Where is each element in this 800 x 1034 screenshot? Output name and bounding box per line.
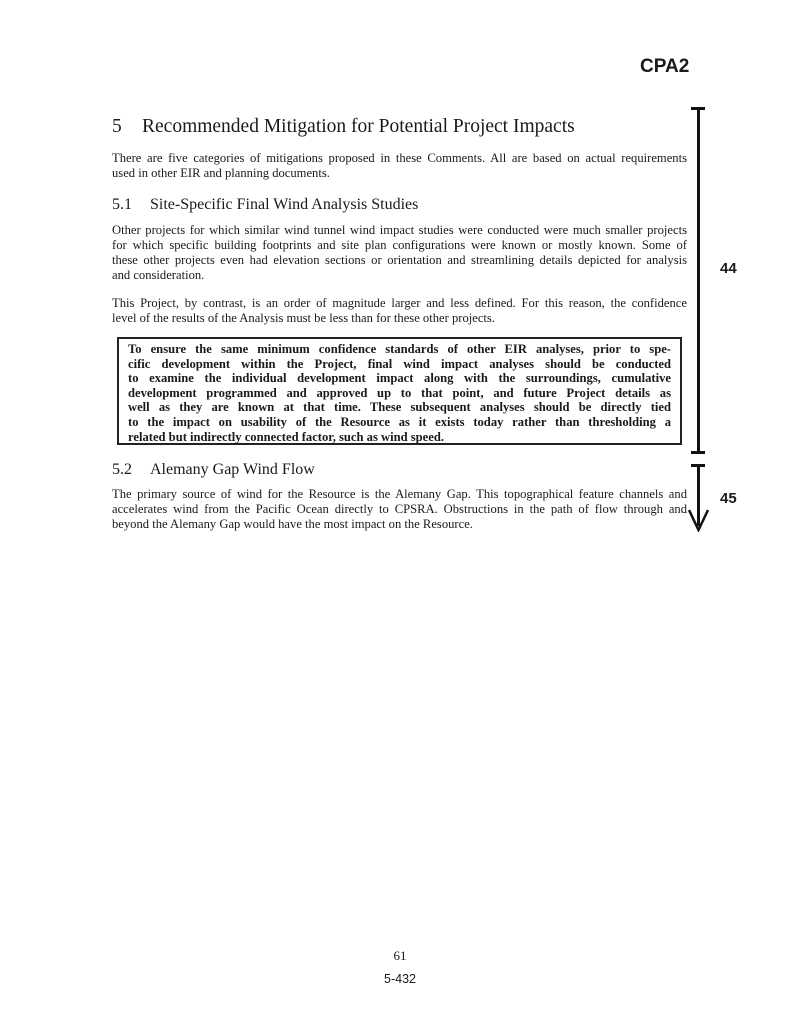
bracket-bottom-cap: [691, 451, 705, 454]
text-line: well as they are known at that time. These subsequent analyses should be directly tied: [128, 400, 671, 415]
text-line: The primary source of wind for the Resource is the Alemany Gap. This topographical feature channels and: [112, 487, 687, 501]
section-title: Alemany Gap Wind Flow: [150, 461, 315, 478]
text-line: This Project, by contrast, is an order of magnitude larger and less defined. For this reason, the confidence: [112, 296, 687, 310]
document-page-number: 5-432: [384, 972, 416, 986]
section-5-1-heading: [112, 196, 418, 214]
text-line: related but indirectly connected factor, such as wind speed.: [128, 429, 445, 444]
section-5-2-paragraph: [112, 487, 687, 532]
section-number: 5: [112, 116, 122, 137]
text-line: To ensure the same minimum confidence standards of other EIR analyses, prior to spe-: [128, 342, 671, 356]
text-line: for which specific building footprints and site plan configurations were known or mostly known. Some of: [112, 238, 687, 252]
text-line: Other projects for which similar wind tunnel wind impact studies were conducted were much smaller projects: [112, 223, 687, 237]
section-5-heading: [112, 116, 692, 138]
comment-marker-45: 45: [720, 490, 737, 507]
section-5-intro: [112, 151, 687, 181]
text-line: There are five categories of mitigations proposed in these Comments. All are based on actual requirements: [112, 151, 687, 165]
text-line: used in other EIR and planning documents.: [112, 166, 330, 180]
text-line: to the impact on usability of the Resource as it exists today rather than thresholding a: [128, 414, 671, 429]
text-line: and consideration.: [112, 268, 205, 282]
text-line: beyond the Alemany Gap would have the most impact on the Resource.: [112, 517, 473, 531]
section-5-1-paragraph-2: [112, 296, 687, 326]
section-title: Site-Specific Final Wind Analysis Studies: [150, 196, 419, 213]
mitigation-callout-box: [117, 337, 682, 445]
text-line: level of the results of the Analysis must be less than for these other projects.: [112, 311, 495, 325]
section-5-2-heading: [112, 461, 315, 479]
section-5-1-paragraph-1: [112, 223, 687, 283]
section-title: Recommended Mitigation for Potential Project Impacts: [142, 116, 575, 137]
comment-marker-44: 44: [720, 260, 737, 277]
page-number: 61: [393, 948, 407, 963]
text-line: these other projects even had elevation sections or orientation and streamlining details depicted for analysis: [112, 253, 687, 267]
text-line: development programmed and approved up to that point, and future Project details as: [128, 385, 671, 400]
comment-code: CPA2: [640, 56, 690, 77]
section-number: 5.2: [112, 461, 132, 478]
text-line: cific development within the Project, final wind impact analyses should be conducted: [128, 356, 671, 371]
text-line: to examine the individual development impact along with the surroundings, cumulative: [128, 371, 671, 386]
section-number: 5.1: [112, 196, 132, 213]
arrow-down-icon: [688, 508, 709, 532]
bracket-line: [697, 107, 700, 454]
text-line: accelerates wind from the Pacific Ocean directly to CPSRA. Obstructions in the path of flow through and: [112, 502, 687, 516]
